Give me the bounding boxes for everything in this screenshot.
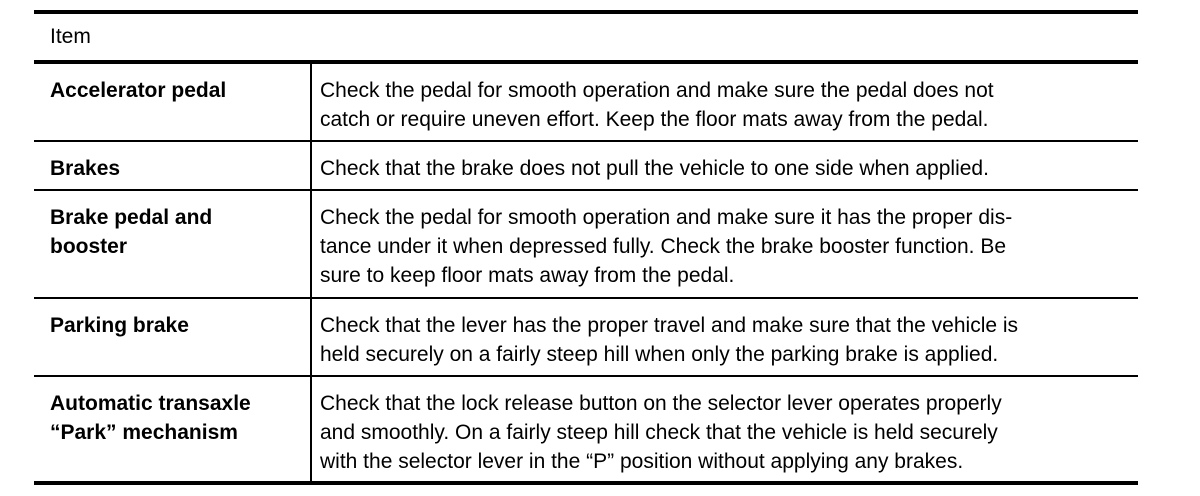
row-item-name xyxy=(34,191,312,297)
desc-line: Check that the lever has the proper travel and make sure that the vehicle is xyxy=(320,314,1019,337)
desc-line: catch or require uneven effort. Keep the floor mats away from the pedal. xyxy=(320,108,989,131)
item-line: Automatic transaxle xyxy=(50,392,251,415)
row-item-name xyxy=(34,299,312,375)
header-item-label: Item xyxy=(50,25,91,48)
table-row xyxy=(34,297,1138,375)
desc-line: and smoothly. On a fairly steep hill check that the vehicle is held securely xyxy=(320,421,998,444)
desc-line: Check the pedal for smooth operation and make sure it has the proper dis- xyxy=(320,206,1013,229)
row-description xyxy=(312,377,1138,481)
row-item-name xyxy=(34,377,312,481)
row-description xyxy=(312,191,1138,297)
row-item-name xyxy=(34,142,312,189)
item-line: booster xyxy=(50,235,128,258)
item-line: Brakes xyxy=(50,157,121,180)
row-description xyxy=(312,299,1138,375)
item-line: Accelerator pedal xyxy=(50,79,227,102)
desc-line: held securely on a fairly steep hill when only the parking brake is applied. xyxy=(320,343,999,366)
desc-line: tance under it when depressed fully. Check the brake booster function. Be xyxy=(320,235,1007,258)
item-line: Parking brake xyxy=(50,314,189,337)
row-description xyxy=(312,64,1138,140)
item-line: “Park” mechanism xyxy=(50,421,238,444)
table-row xyxy=(34,140,1138,189)
inspection-table xyxy=(34,10,1138,485)
desc-line: Check that the brake does not pull the vehicle to one side when applied. xyxy=(320,157,989,180)
desc-line: Check that the lock release button on the selector lever operates properly xyxy=(320,392,1002,415)
table-row xyxy=(34,189,1138,297)
desc-line: sure to keep floor mats away from the pedal. xyxy=(320,264,735,287)
row-description xyxy=(312,142,1138,189)
item-line: Brake pedal and xyxy=(50,206,213,229)
table-header xyxy=(34,14,1138,62)
desc-line: with the selector lever in the “P” position without applying any brakes. xyxy=(320,450,964,473)
table-row xyxy=(34,62,1138,140)
desc-line: Check the pedal for smooth operation and make sure the pedal does not xyxy=(320,79,994,102)
row-item-name xyxy=(34,64,312,140)
table-row xyxy=(34,375,1138,481)
